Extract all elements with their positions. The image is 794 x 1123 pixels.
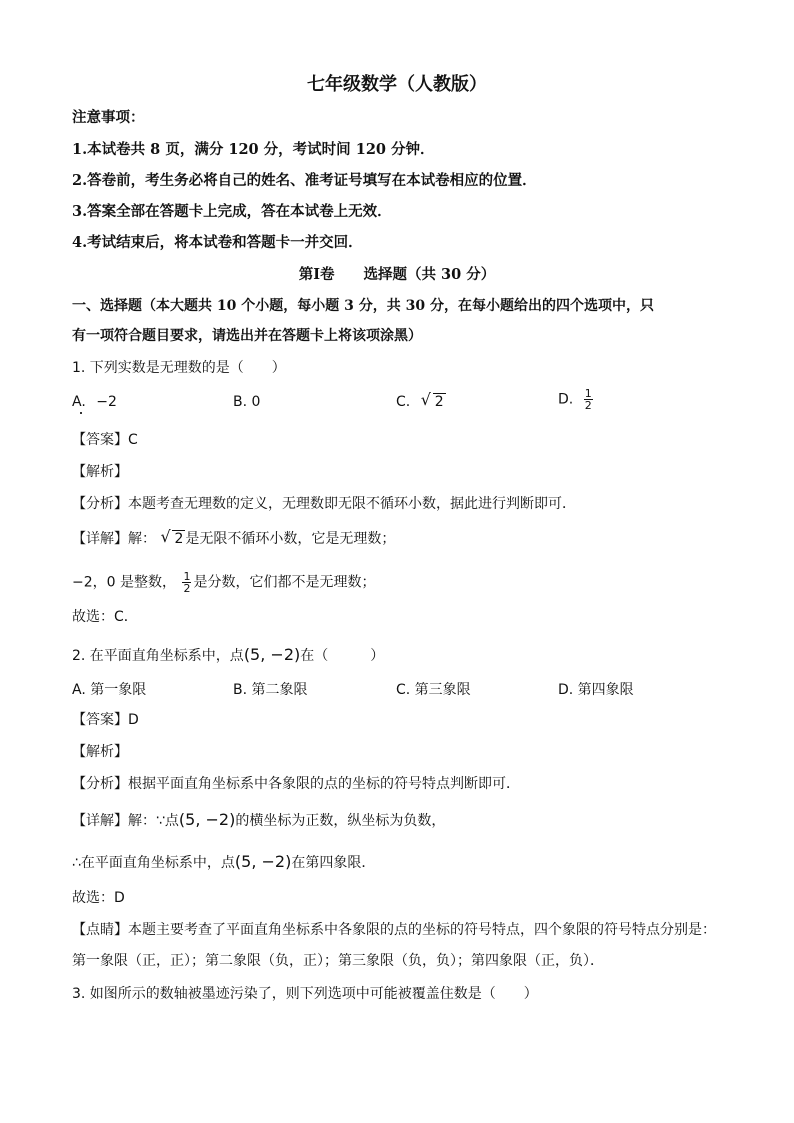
section-title: 第Ⅰ卷 选择题（共 30 分） [298,266,496,283]
q1-option-d-numerator: 1 [584,387,592,400]
detail-post: 的横坐标为正数，纵坐标为负数， [235,813,446,829]
q1-detail-line-2 [72,571,754,594]
q1-option-a-value: −2 [96,394,117,410]
q1-detail [72,529,754,549]
q1-analysis-tag: 【解析】 [72,464,128,480]
detail-line2-denominator: 2 [183,582,191,595]
answer-value: D [128,712,139,728]
q1-option-c [396,392,446,412]
detail-tag: 【详解】 [72,531,128,547]
notice-item-2: 2.答卷前，考生务必将自己的姓名、准考证号填写在本试卷相应的位置． [72,172,537,189]
fenxi-tag: 【分析】 [72,776,128,792]
q2-analysis-tag: 【解析】 [72,744,128,760]
detail-line2-numerator: 1 [183,570,191,583]
dianjing-tag: 【点睛】 [72,922,128,938]
detail-line2-pre: ∴在平面直角坐标系中，点 [72,855,235,871]
q2-stem-post: 在（ ） [300,648,385,664]
sqrt-symbol: √ 2 [160,527,184,547]
fraction [182,571,191,594]
q2-fenxi [72,774,754,794]
detail-line2-pre: −2，0 是整数， [72,574,176,591]
q2-detail [72,810,754,831]
fenxi-tag: 【分析】 [72,496,128,512]
q1-option-b: B. 0 [233,394,261,410]
notice-heading: 注意事项： [72,109,145,126]
detail-point: (5, −2) [178,810,236,829]
fraction [584,388,593,411]
detail-pre: 解： [128,531,156,547]
q1-option-c-radicand: 2 [434,394,444,410]
notice-item-1: 1.本试卷共 8 页，满分 120 分，考试时间 120 分钟． [72,141,435,158]
q2-dianjing [72,920,754,940]
detail-line2-post: 是分数，它们都不是无理数； [193,574,376,591]
part-one-instructions-1: 一、选择题（本大题共 10 个小题，每小题 3 分，共 30 分，在每小题给出的四个选项中，只 [72,298,654,314]
q2-choose: 故选：D [72,890,125,906]
question-1-stem: 1. 下列实数是无理数的是（ ） [72,360,286,376]
q2-option-b: B. 第二象限 [233,682,308,698]
q2-option-a: A. 第一象限 [72,682,147,698]
q2-point: (5, −2) [243,645,301,664]
ink-dot [80,412,82,414]
detail-line2-post: 在第四象限． [291,855,376,871]
q1-fenxi [72,494,754,514]
dianjing-text: 本题主要考查了平面直角坐标系中各象限的点的坐标的符号特点，四个象限的符号特点分别是： [128,922,716,938]
notice-item-3: 3.答案全部在答题卡上完成，答在本试卷上无效． [72,203,392,220]
fenxi-text: 本题考查无理数的定义，无理数即无限不循环小数，据此进行判断即可． [128,496,576,512]
q1-option-a-label: A. [72,394,86,410]
detail-tag: 【详解】 [72,813,128,829]
answer-tag: 【答案】 [72,712,128,728]
q2-stem-pre: 2. 在平面直角坐标系中，点 [72,648,244,664]
detail-pre: 解：∵点 [128,813,179,829]
q2-option-d: D. 第四象限 [558,682,634,698]
q1-option-c-label: C. [396,394,411,410]
answer-value: C [128,432,138,448]
part-one-instructions-2: 有一项符合题目要求，请选出并在答题卡上将该项涂黑） [72,328,422,344]
q2-detail-line-2 [72,852,754,873]
q1-answer [72,430,754,450]
q1-option-d [558,388,595,411]
detail-radicand: 2 [174,531,184,547]
q2-dianjing-line-2: 第一象限（正，正）；第二象限（负，正）；第三象限（负，负）；第四象限（正，负）． [72,953,604,969]
notice-item-4: 4.考试结束后，将本试卷和答题卡一并交回． [72,234,363,251]
fenxi-text: 根据平面直角坐标系中各象限的点的坐标的符号特点判断即可． [128,776,520,792]
q1-choose: 故选：C． [72,609,138,625]
detail-post: 是无限不循环小数，它是无理数； [185,531,396,547]
answer-tag: 【答案】 [72,432,128,448]
question-3-stem: 3. 如图所示的数轴被墨迹污染了，则下列选项中可能被覆盖住数是（ ） [72,986,538,1002]
page-title: 七年级数学（人教版） [307,74,487,95]
q1-option-d-denominator: 2 [584,399,592,412]
q1-option-a [72,392,117,412]
sqrt-symbol: √ 2 [420,390,444,410]
q2-option-c: C. 第三象限 [396,682,471,698]
q2-answer [72,710,754,730]
detail-line2-point: (5, −2) [234,852,292,871]
question-2-stem [72,645,754,666]
q1-option-d-label: D. [558,391,574,408]
